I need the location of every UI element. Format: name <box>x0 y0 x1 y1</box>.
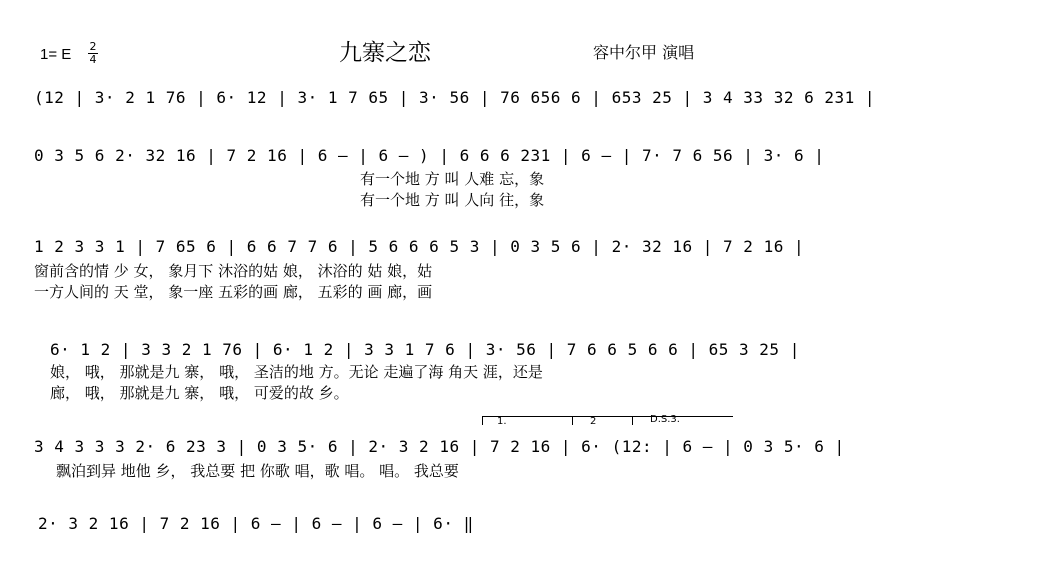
notation-line-1: (12 | 3· 2 1 76 | 6· 12 | 3· 1 7 65 | 3· 56 | 76 656 6 | 653 25 | 3 4 33 32 6 231 | <box>34 88 876 107</box>
volta-bracket-1 <box>482 416 573 425</box>
lyric-verse-1: 娘， 哦， 那就是九 寨， 哦， 圣洁的地 方。无论 走遍了海 角天 涯，还是 <box>50 363 543 381</box>
lyrics-block-2 <box>360 168 1060 210</box>
notation-line-3: 1 2 3 3 1 | 7 65 6 | 6 6 7 7 6 | 5 6 6 6 5 3 | 0 3 5 6 | 2· 32 16 | 7 2 16 | <box>34 237 805 256</box>
performer-credit: 容中尔甲 演唱 <box>593 43 695 62</box>
lyrics-block-4 <box>50 361 750 403</box>
volta-label-1: 1. <box>497 416 507 427</box>
time-signature-bottom: 4 <box>89 53 97 66</box>
song-title: 九寨之恋 <box>339 40 431 66</box>
lyrics-block-5 <box>56 460 756 481</box>
lyric-verse-2: 一方人间的 天 堂， 象一座 五彩的画 廊， 五彩的 画 廊，画 <box>34 283 433 301</box>
notation-line-4: 6· 1 2 | 3 3 2 1 76 | 6· 1 2 | 3 3 1 7 6 | 3· 56 | 7 6 6 5 6 6 | 65 3 25 | <box>50 340 800 359</box>
time-signature <box>88 42 98 65</box>
lyric-verse-1: 窗前含的情 少 女， 象月下 沐浴的姑 娘， 沐浴的 姑 娘，姑 <box>34 262 433 280</box>
lyric-verse-2: 有一个地 方 叫 人向 往，象 <box>360 191 545 209</box>
time-signature-top: 2 <box>89 40 97 53</box>
volta-label-2: 2 <box>590 416 597 427</box>
lyric-verse-1: 飘泊到异 地他 乡， 我总要 把 你歌 唱，歌 唱。 唱。 我总要 <box>56 462 459 480</box>
volta-bracket-2 <box>572 416 633 425</box>
lyric-verse-1: 有一个地 方 叫 人难 忘，象 <box>360 170 545 188</box>
notation-line-2: 0 3 5 6 2· 32 16 | 7 2 16 | 6 — | 6 — ) | 6 6 6 231 | 6 — | 7· 7 6 56 | 3· 6 | <box>34 146 825 165</box>
notation-line-5: 3 4 3 3 3 2· 6 23 3 | 0 3 5· 6 | 2· 3 2 16 | 7 2 16 | 6· (12: | 6 — | 0 3 5· 6 | <box>34 437 845 456</box>
key-signature: 1= E <box>40 46 72 63</box>
lyrics-block-3 <box>34 260 734 302</box>
notation-line-6: 2· 3 2 16 | 7 2 16 | 6 — | 6 — | 6 — | 6· ‖ <box>38 514 474 533</box>
lyric-verse-2: 廊， 哦， 那就是九 寨， 哦， 可爱的故 乡。 <box>50 384 349 402</box>
volta-bracket-3 <box>632 416 733 425</box>
volta-label-3: D.S.3. <box>650 414 680 425</box>
